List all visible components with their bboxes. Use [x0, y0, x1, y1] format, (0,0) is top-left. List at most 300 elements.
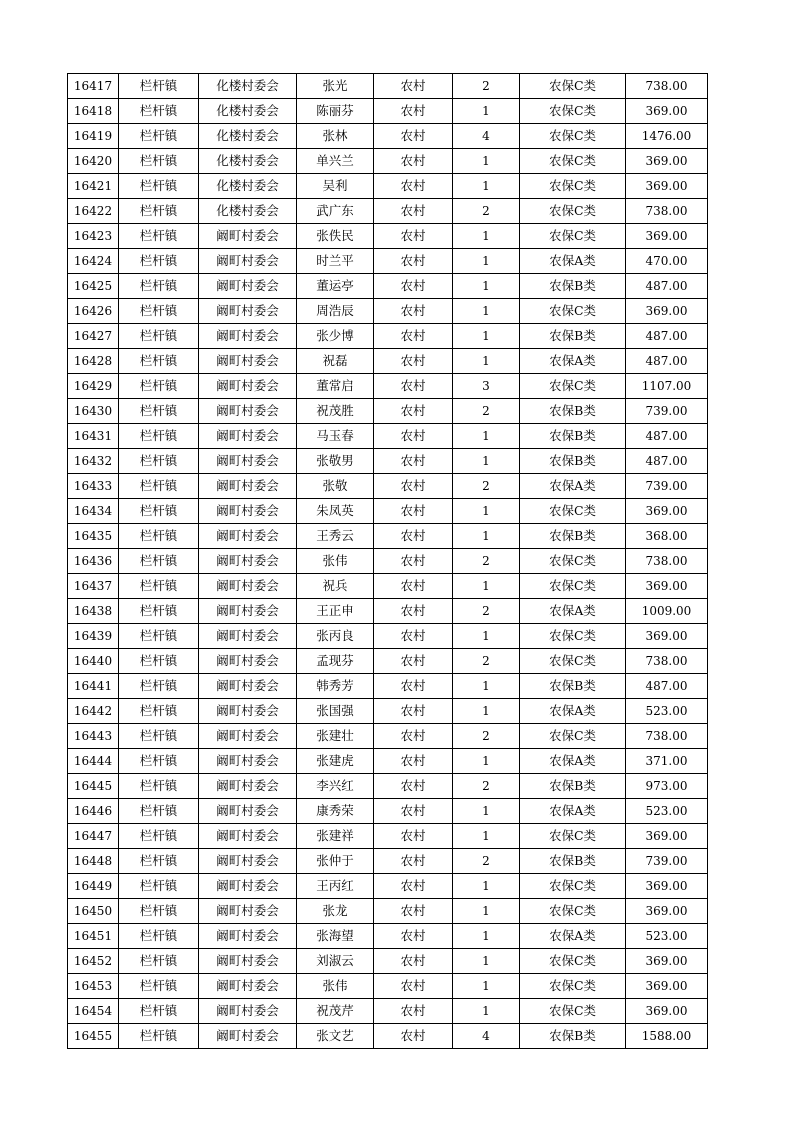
town-cell: 栏杆镇: [119, 749, 199, 774]
village-committee-cell: 化楼村委会: [199, 174, 297, 199]
insurance-category-cell: 农保C类: [520, 149, 626, 174]
amount-cell: 369.00: [626, 824, 708, 849]
name-cell: 陈丽芬: [297, 99, 374, 124]
household-count-cell: 1: [453, 274, 520, 299]
household-count-cell: 1: [453, 674, 520, 699]
serial-number-cell: 16447: [68, 824, 119, 849]
amount-cell: 487.00: [626, 274, 708, 299]
household-count-cell: 3: [453, 374, 520, 399]
table-row: [68, 549, 708, 574]
town-cell: 栏杆镇: [119, 649, 199, 674]
village-committee-cell: 阚町村委会: [199, 374, 297, 399]
table-row: [68, 749, 708, 774]
table-row: [68, 299, 708, 324]
village-committee-cell: 阚町村委会: [199, 749, 297, 774]
amount-cell: 369.00: [626, 949, 708, 974]
amount-cell: 369.00: [626, 999, 708, 1024]
town-cell: 栏杆镇: [119, 399, 199, 424]
town-cell: 栏杆镇: [119, 224, 199, 249]
town-cell: 栏杆镇: [119, 524, 199, 549]
area-type-cell: 农村: [374, 624, 453, 649]
area-type-cell: 农村: [374, 574, 453, 599]
area-type-cell: 农村: [374, 549, 453, 574]
insurance-category-cell: 农保C类: [520, 199, 626, 224]
town-cell: 栏杆镇: [119, 824, 199, 849]
household-count-cell: 2: [453, 549, 520, 574]
amount-cell: 369.00: [626, 899, 708, 924]
village-committee-cell: 阚町村委会: [199, 424, 297, 449]
town-cell: 栏杆镇: [119, 249, 199, 274]
insurance-category-cell: 农保C类: [520, 874, 626, 899]
table-body: [68, 74, 708, 1049]
serial-number-cell: 16449: [68, 874, 119, 899]
table-row: [68, 74, 708, 99]
household-count-cell: 4: [453, 124, 520, 149]
name-cell: 张丙良: [297, 624, 374, 649]
serial-number-cell: 16454: [68, 999, 119, 1024]
household-count-cell: 1: [453, 749, 520, 774]
serial-number-cell: 16421: [68, 174, 119, 199]
insurance-category-cell: 农保C类: [520, 549, 626, 574]
insurance-category-cell: 农保C类: [520, 499, 626, 524]
area-type-cell: 农村: [374, 399, 453, 424]
serial-number-cell: 16427: [68, 324, 119, 349]
name-cell: 康秀荣: [297, 799, 374, 824]
area-type-cell: 农村: [374, 749, 453, 774]
village-committee-cell: 阚町村委会: [199, 299, 297, 324]
town-cell: 栏杆镇: [119, 699, 199, 724]
table-row: [68, 949, 708, 974]
name-cell: 韩秀芳: [297, 674, 374, 699]
name-cell: 祝茂芹: [297, 999, 374, 1024]
village-committee-cell: 阚町村委会: [199, 324, 297, 349]
table-row: [68, 374, 708, 399]
insurance-category-cell: 农保A类: [520, 349, 626, 374]
table-row: [68, 574, 708, 599]
village-committee-cell: 阚町村委会: [199, 449, 297, 474]
town-cell: 栏杆镇: [119, 874, 199, 899]
name-cell: 张龙: [297, 899, 374, 924]
serial-number-cell: 16417: [68, 74, 119, 99]
town-cell: 栏杆镇: [119, 999, 199, 1024]
amount-cell: 738.00: [626, 199, 708, 224]
area-type-cell: 农村: [374, 424, 453, 449]
table-row: [68, 999, 708, 1024]
name-cell: 张敬男: [297, 449, 374, 474]
insurance-category-cell: 农保B类: [520, 849, 626, 874]
town-cell: 栏杆镇: [119, 349, 199, 374]
serial-number-cell: 16418: [68, 99, 119, 124]
household-count-cell: 1: [453, 899, 520, 924]
town-cell: 栏杆镇: [119, 949, 199, 974]
household-count-cell: 1: [453, 874, 520, 899]
insurance-category-cell: 农保A类: [520, 599, 626, 624]
name-cell: 张伟: [297, 549, 374, 574]
amount-cell: 369.00: [626, 174, 708, 199]
table-row: [68, 174, 708, 199]
table-row: [68, 199, 708, 224]
area-type-cell: 农村: [374, 299, 453, 324]
village-committee-cell: 阚町村委会: [199, 874, 297, 899]
serial-number-cell: 16453: [68, 974, 119, 999]
serial-number-cell: 16433: [68, 474, 119, 499]
household-count-cell: 2: [453, 199, 520, 224]
area-type-cell: 农村: [374, 874, 453, 899]
name-cell: 刘淑云: [297, 949, 374, 974]
insurance-category-cell: 农保C类: [520, 74, 626, 99]
amount-cell: 369.00: [626, 299, 708, 324]
town-cell: 栏杆镇: [119, 974, 199, 999]
town-cell: 栏杆镇: [119, 99, 199, 124]
household-count-cell: 1: [453, 524, 520, 549]
area-type-cell: 农村: [374, 524, 453, 549]
name-cell: 祝磊: [297, 349, 374, 374]
insurance-category-cell: 农保C类: [520, 299, 626, 324]
household-count-cell: 1: [453, 999, 520, 1024]
name-cell: 吴利: [297, 174, 374, 199]
serial-number-cell: 16439: [68, 624, 119, 649]
insurance-category-cell: 农保C类: [520, 899, 626, 924]
serial-number-cell: 16441: [68, 674, 119, 699]
name-cell: 周浩辰: [297, 299, 374, 324]
table-row: [68, 824, 708, 849]
household-count-cell: 2: [453, 649, 520, 674]
household-count-cell: 2: [453, 399, 520, 424]
insurance-category-cell: 农保C类: [520, 724, 626, 749]
amount-cell: 371.00: [626, 749, 708, 774]
insurance-category-cell: 农保B类: [520, 274, 626, 299]
name-cell: 李兴红: [297, 774, 374, 799]
name-cell: 祝茂胜: [297, 399, 374, 424]
serial-number-cell: 16444: [68, 749, 119, 774]
amount-cell: 738.00: [626, 649, 708, 674]
table-row: [68, 324, 708, 349]
village-committee-cell: 阚町村委会: [199, 349, 297, 374]
town-cell: 栏杆镇: [119, 574, 199, 599]
serial-number-cell: 16420: [68, 149, 119, 174]
amount-cell: 487.00: [626, 349, 708, 374]
household-count-cell: 2: [453, 849, 520, 874]
household-count-cell: 1: [453, 149, 520, 174]
village-committee-cell: 阚町村委会: [199, 274, 297, 299]
area-type-cell: 农村: [374, 799, 453, 824]
area-type-cell: 农村: [374, 274, 453, 299]
town-cell: 栏杆镇: [119, 624, 199, 649]
town-cell: 栏杆镇: [119, 124, 199, 149]
town-cell: 栏杆镇: [119, 424, 199, 449]
area-type-cell: 农村: [374, 174, 453, 199]
village-committee-cell: 阚町村委会: [199, 499, 297, 524]
insurance-category-cell: 农保C类: [520, 824, 626, 849]
village-committee-cell: 化楼村委会: [199, 99, 297, 124]
area-type-cell: 农村: [374, 999, 453, 1024]
insurance-category-cell: 农保C类: [520, 574, 626, 599]
village-committee-cell: 阚町村委会: [199, 849, 297, 874]
name-cell: 张仲于: [297, 849, 374, 874]
serial-number-cell: 16451: [68, 924, 119, 949]
household-count-cell: 2: [453, 599, 520, 624]
amount-cell: 368.00: [626, 524, 708, 549]
serial-number-cell: 16419: [68, 124, 119, 149]
household-count-cell: 2: [453, 774, 520, 799]
town-cell: 栏杆镇: [119, 474, 199, 499]
village-committee-cell: 阚町村委会: [199, 774, 297, 799]
amount-cell: 1009.00: [626, 599, 708, 624]
table-row: [68, 674, 708, 699]
village-committee-cell: 阚町村委会: [199, 699, 297, 724]
name-cell: 孟现芬: [297, 649, 374, 674]
amount-cell: 738.00: [626, 549, 708, 574]
table-row: [68, 699, 708, 724]
town-cell: 栏杆镇: [119, 724, 199, 749]
area-type-cell: 农村: [374, 649, 453, 674]
town-cell: 栏杆镇: [119, 1024, 199, 1049]
table-row: [68, 774, 708, 799]
serial-number-cell: 16440: [68, 649, 119, 674]
town-cell: 栏杆镇: [119, 549, 199, 574]
village-committee-cell: 阚町村委会: [199, 549, 297, 574]
name-cell: 王正申: [297, 599, 374, 624]
household-count-cell: 2: [453, 474, 520, 499]
town-cell: 栏杆镇: [119, 924, 199, 949]
village-committee-cell: 阚町村委会: [199, 949, 297, 974]
amount-cell: 487.00: [626, 449, 708, 474]
area-type-cell: 农村: [374, 224, 453, 249]
table-row: [68, 349, 708, 374]
name-cell: 张敬: [297, 474, 374, 499]
amount-cell: 523.00: [626, 799, 708, 824]
village-committee-cell: 阚町村委会: [199, 249, 297, 274]
serial-number-cell: 16426: [68, 299, 119, 324]
table-row: [68, 899, 708, 924]
town-cell: 栏杆镇: [119, 199, 199, 224]
insurance-category-cell: 农保B类: [520, 524, 626, 549]
name-cell: 张建壮: [297, 724, 374, 749]
insurance-category-cell: 农保A类: [520, 749, 626, 774]
table-row: [68, 524, 708, 549]
area-type-cell: 农村: [374, 449, 453, 474]
area-type-cell: 农村: [374, 74, 453, 99]
name-cell: 单兴兰: [297, 149, 374, 174]
village-committee-cell: 阚町村委会: [199, 999, 297, 1024]
amount-cell: 523.00: [626, 924, 708, 949]
area-type-cell: 农村: [374, 349, 453, 374]
amount-cell: 369.00: [626, 574, 708, 599]
household-count-cell: 1: [453, 424, 520, 449]
insurance-category-cell: 农保A类: [520, 249, 626, 274]
household-count-cell: 1: [453, 249, 520, 274]
insurance-category-cell: 农保B类: [520, 399, 626, 424]
village-committee-cell: 阚町村委会: [199, 399, 297, 424]
area-type-cell: 农村: [374, 249, 453, 274]
town-cell: 栏杆镇: [119, 449, 199, 474]
serial-number-cell: 16429: [68, 374, 119, 399]
serial-number-cell: 16446: [68, 799, 119, 824]
area-type-cell: 农村: [374, 374, 453, 399]
name-cell: 祝兵: [297, 574, 374, 599]
insurance-category-cell: 农保B类: [520, 324, 626, 349]
town-cell: 栏杆镇: [119, 324, 199, 349]
area-type-cell: 农村: [374, 1024, 453, 1049]
household-count-cell: 1: [453, 99, 520, 124]
insurance-category-cell: 农保C类: [520, 374, 626, 399]
insurance-category-cell: 农保C类: [520, 99, 626, 124]
name-cell: 张光: [297, 74, 374, 99]
serial-number-cell: 16450: [68, 899, 119, 924]
name-cell: 张林: [297, 124, 374, 149]
serial-number-cell: 16452: [68, 949, 119, 974]
area-type-cell: 农村: [374, 974, 453, 999]
household-count-cell: 1: [453, 974, 520, 999]
table-row: [68, 799, 708, 824]
village-committee-cell: 阚町村委会: [199, 974, 297, 999]
insurance-category-cell: 农保A类: [520, 799, 626, 824]
serial-number-cell: 16424: [68, 249, 119, 274]
town-cell: 栏杆镇: [119, 899, 199, 924]
insurance-category-cell: 农保C类: [520, 974, 626, 999]
table-row: [68, 274, 708, 299]
serial-number-cell: 16425: [68, 274, 119, 299]
amount-cell: 369.00: [626, 874, 708, 899]
town-cell: 栏杆镇: [119, 149, 199, 174]
amount-cell: 470.00: [626, 249, 708, 274]
table-row: [68, 149, 708, 174]
town-cell: 栏杆镇: [119, 174, 199, 199]
household-count-cell: 4: [453, 1024, 520, 1049]
table-row: [68, 724, 708, 749]
area-type-cell: 农村: [374, 824, 453, 849]
amount-cell: 369.00: [626, 149, 708, 174]
table-row: [68, 474, 708, 499]
name-cell: 张建祥: [297, 824, 374, 849]
household-count-cell: 1: [453, 299, 520, 324]
name-cell: 张海望: [297, 924, 374, 949]
serial-number-cell: 16442: [68, 699, 119, 724]
table-row: [68, 249, 708, 274]
table-row: [68, 649, 708, 674]
area-type-cell: 农村: [374, 674, 453, 699]
table-row: [68, 399, 708, 424]
area-type-cell: 农村: [374, 324, 453, 349]
amount-cell: 1107.00: [626, 374, 708, 399]
amount-cell: 738.00: [626, 74, 708, 99]
household-count-cell: 1: [453, 824, 520, 849]
village-committee-cell: 化楼村委会: [199, 199, 297, 224]
name-cell: 时兰平: [297, 249, 374, 274]
insurance-category-cell: 农保B类: [520, 1024, 626, 1049]
data-table: [67, 73, 708, 1049]
table-row: [68, 599, 708, 624]
insurance-category-cell: 农保C类: [520, 224, 626, 249]
insurance-category-cell: 农保C类: [520, 999, 626, 1024]
household-count-cell: 1: [453, 174, 520, 199]
serial-number-cell: 16436: [68, 549, 119, 574]
household-count-cell: 1: [453, 949, 520, 974]
household-count-cell: 1: [453, 349, 520, 374]
village-committee-cell: 阚町村委会: [199, 599, 297, 624]
table-row: [68, 924, 708, 949]
serial-number-cell: 16437: [68, 574, 119, 599]
area-type-cell: 农村: [374, 599, 453, 624]
village-committee-cell: 阚町村委会: [199, 624, 297, 649]
serial-number-cell: 16422: [68, 199, 119, 224]
table-row: [68, 974, 708, 999]
town-cell: 栏杆镇: [119, 799, 199, 824]
amount-cell: 739.00: [626, 474, 708, 499]
table-row: [68, 624, 708, 649]
table-row: [68, 224, 708, 249]
serial-number-cell: 16448: [68, 849, 119, 874]
household-count-cell: 1: [453, 324, 520, 349]
area-type-cell: 农村: [374, 849, 453, 874]
village-committee-cell: 阚町村委会: [199, 824, 297, 849]
town-cell: 栏杆镇: [119, 599, 199, 624]
serial-number-cell: 16443: [68, 724, 119, 749]
area-type-cell: 农村: [374, 149, 453, 174]
name-cell: 张佚民: [297, 224, 374, 249]
insurance-category-cell: 农保C类: [520, 624, 626, 649]
insurance-category-cell: 农保C类: [520, 649, 626, 674]
area-type-cell: 农村: [374, 699, 453, 724]
serial-number-cell: 16423: [68, 224, 119, 249]
household-count-cell: 2: [453, 724, 520, 749]
table-row: [68, 874, 708, 899]
area-type-cell: 农村: [374, 499, 453, 524]
town-cell: 栏杆镇: [119, 274, 199, 299]
town-cell: 栏杆镇: [119, 849, 199, 874]
table-row: [68, 849, 708, 874]
area-type-cell: 农村: [374, 124, 453, 149]
village-committee-cell: 阚町村委会: [199, 724, 297, 749]
insurance-category-cell: 农保B类: [520, 424, 626, 449]
area-type-cell: 农村: [374, 924, 453, 949]
amount-cell: 973.00: [626, 774, 708, 799]
amount-cell: 369.00: [626, 499, 708, 524]
household-count-cell: 2: [453, 74, 520, 99]
table-row: [68, 1024, 708, 1049]
town-cell: 栏杆镇: [119, 499, 199, 524]
town-cell: 栏杆镇: [119, 299, 199, 324]
amount-cell: 487.00: [626, 324, 708, 349]
village-committee-cell: 阚町村委会: [199, 924, 297, 949]
household-count-cell: 1: [453, 224, 520, 249]
village-committee-cell: 化楼村委会: [199, 74, 297, 99]
name-cell: 朱凤英: [297, 499, 374, 524]
town-cell: 栏杆镇: [119, 374, 199, 399]
serial-number-cell: 16455: [68, 1024, 119, 1049]
village-committee-cell: 阚町村委会: [199, 1024, 297, 1049]
area-type-cell: 农村: [374, 899, 453, 924]
household-count-cell: 1: [453, 449, 520, 474]
amount-cell: 739.00: [626, 399, 708, 424]
name-cell: 董运亭: [297, 274, 374, 299]
village-committee-cell: 阚町村委会: [199, 674, 297, 699]
table-row: [68, 499, 708, 524]
town-cell: 栏杆镇: [119, 674, 199, 699]
name-cell: 王丙红: [297, 874, 374, 899]
insurance-category-cell: 农保C类: [520, 174, 626, 199]
insurance-category-cell: 农保C类: [520, 124, 626, 149]
village-committee-cell: 阚町村委会: [199, 474, 297, 499]
village-committee-cell: 阚町村委会: [199, 799, 297, 824]
table-row: [68, 99, 708, 124]
table-row: [68, 449, 708, 474]
amount-cell: 523.00: [626, 699, 708, 724]
name-cell: 张伟: [297, 974, 374, 999]
amount-cell: 487.00: [626, 674, 708, 699]
serial-number-cell: 16435: [68, 524, 119, 549]
insurance-category-cell: 农保A类: [520, 699, 626, 724]
